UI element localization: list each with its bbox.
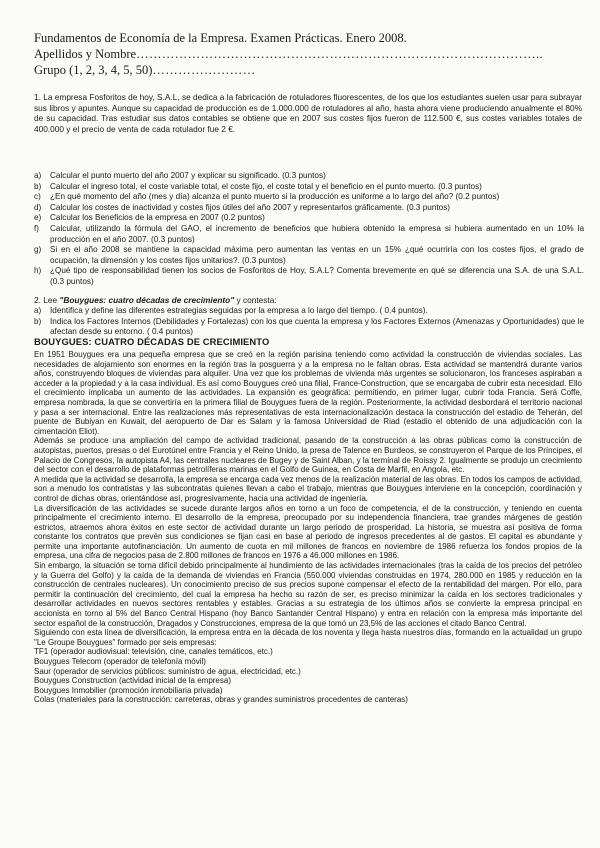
list-item — [34, 245, 584, 266]
question-1-text — [34, 92, 582, 134]
item-text: Calcular los Beneficios de la empresa en 2007 (0.2 puntos) — [50, 213, 265, 223]
list-item — [34, 213, 584, 224]
article-paragraph: En 1951 Bouygues era una pequeña empresa que se creó en la región parisina teniendo como actividad la construcción de viviendas sociales. Las necesidades de alojamiento son enormes en la región tras la posguerra y a la empresa no le faltan obras. Esta actividad se mantendrá durante varios años, construyendo bloques de viviendas para alquiler. Una vez que los problemas de vivienda más urgentes se solucionaron, los franceses aspiraban a acceder a la propiedad y a la casa individual. Es así como Bouygues creó una filial, France-Construction, que se encargaba de cubrir esta necesidad. Ello el crecimiento implicaba un aumento de las actividades. La expansión es geográfica: permitiendo, en primer lugar, cubrir toda Francia. Será Coffe, empresa nombrada, la que se convertiría en la primera filial de Bouygues fuera de la región. Posteriormente, la actividad desbordará el territorio nacional y pasa a ser internacional. Entre las realizaciones más representativas de esta internacionalización destaca la construcción del estadio de Teherán, del puente de Bubiyan en Kuwait, del aeropuerto de Dar es Salam y la famosa Universidad de Riad (estadio el obtenido de una adjudicación con la cimentación Eliot). — [34, 350, 582, 436]
question-2-items — [34, 306, 584, 338]
name-line — [34, 46, 543, 62]
group-dots: …………………… — [152, 63, 256, 77]
item-letter: a) — [34, 171, 42, 180]
item-letter: g) — [34, 245, 42, 255]
question-2-number: 2. — [34, 295, 41, 305]
item-text: ¿Qué tipo de responsabilidad tienen los socios de Fosforitos de Hoy, S.A.L? Comenta brevemente en qué se diferencia una S.A. de una S.A.L. (0.3 puntos) — [50, 266, 584, 286]
question-1-number: 1. — [34, 92, 41, 102]
question-2-intro-post: y contesta: — [236, 295, 277, 305]
article-paragraph: La diversificación de las actividades se sucede durante largos años en torno a un foco de competencia, el de la construcción, y teniendo en cuenta principalmente el crecimiento interno. El desarrollo de la empresa, preocupado por su independencia financiera, trae grandes márgenes de gestión estrictos, atraemos ahora éxitos en este sector de actividad durante un largo periodo de prosperidad. La historia, se muestra así positiva de forma constante los contratos que prevén sus condiciones se fijan casi en base al periodo de ingresos precedentes al de gastos. El capital es abundante y permite una importante autofinanciación. Un aumento de cuota en mil millones de francos en noviembre de 1986 refuerza los fondos propios de la empresa, una cifra de negocios pasa de 2.800 millones de francos en 1976 a 46.000 millones en 1986. — [34, 503, 582, 561]
article-paragraph: Además se produce una ampliación del campo de actividad tradicional, pasando de la construcción a las obras públicas como la construcción de autopistas, puertos, presas o del Eurotúnel entre Francia y el Reino Unido, la presa de Talence en Burdeos, se construyeron el Parque de los Príncipes, el Palacio de Congresos, la autopista A4, las centrales nucleares de Bugey y de Saint Alban, y la terminal de Roissy 2. Igualmente se produjo un crecimiento del sector con el desarrollo de plataformas petrolíferas marinas en el Golfo de Guinea, en Costa de Marfil, en Angola, etc. — [34, 436, 582, 475]
article-body — [34, 350, 582, 705]
list-item — [34, 266, 584, 287]
group-line — [34, 62, 256, 78]
item-letter: d) — [34, 202, 42, 212]
article-paragraph: Sin embargo, la situación se torna difícil debido principalmente al hundimiento de las actividades internacionales (tras la caída de los precios del petróleo y la Guerra del Golfo) y la caída de la demanda de viviendas en Francia (550.000 viviendas construidas en 1974, 280.000 en 1985 y reducción en la construcción de centrales nucleares). Un conocimiento preciso de sus precios supone compensar el efecto de la rentabilidad del margen. Por ello, para permitir la continuación del crecimiento, del cual la empresa ha hecho su razón de ser, es preciso minimizar la caída en los sectores tradicionales y desarrollar actividades en nuevos sectores rentables y estables. Gracias a su estrategia de los últimos años se convierte la empresa principal en accionista en torno al 5% del Banco Central Hispano (hoy Banco Santander Central Hispano) y entra en relación con la empresa más importante del sector español de la construcción, Dragados y Construcciones, empresa de la que tomó un 23,5% de las acciones el citado Banco Central. — [34, 561, 582, 628]
list-item — [34, 203, 584, 214]
article-paragraph: A medida que la actividad se desarrolla, la empresa se encarga cada vez menos de la realización material de las obras. En todos los campos de actividad, son a menudo los contratistas y las subcontratas quienes llevan a cabo el trabajo, mientras que Bouygues interviene en la concepción, coordinación y control de dichas obras, orientándose así, progresivamente, hacia una actividad de ingeniería. — [34, 474, 582, 503]
exam-title: Fundamentos de Economía de la Empresa. Examen Prácticas. Enero 2008. — [34, 31, 407, 45]
item-letter: f) — [34, 223, 40, 233]
list-item: Colas (materiales para la construcción: carreteras, obras y grandes suministros procedentes de canteras) — [34, 695, 408, 705]
list-item: Bouygues Construction (actividad inicial de la empresa) — [34, 676, 231, 686]
item-text: Indica los Factores Internos (Debilidades y Fortalezas) con los que cuenta la empresa y los Factores Externos (Amenazas y Oportunidades) que le afectan desde su entorno. ( 0.4 puntos) — [50, 316, 584, 337]
list-item — [34, 171, 584, 182]
list-item: Saur (operador de servicios públicos: suministro de agua, electricidad, etc.) — [34, 666, 301, 676]
list-item — [34, 182, 584, 193]
item-text: Calcular los costes de inactividad y costes fijos útiles del año 2007 y representarlos gráficamente. (0.3 puntos) — [50, 202, 451, 212]
question-1-items — [34, 171, 584, 288]
item-letter: h) — [34, 266, 42, 276]
name-label: Apellidos y Nombre — [34, 47, 137, 61]
item-letter: e) — [34, 213, 42, 223]
question-2-intro-title: "Bouygues: cuatro décadas de crecimiento" — [59, 295, 235, 305]
article-paragraph: Siguiendo con esta línea de diversificación, la empresa entra en la década de los noventa y llega hasta nuestros días, formando en la actualidad un grupo "Le Groupe Bouygues" formado por seis empresas: — [34, 628, 582, 647]
group-label: Grupo (1, 2, 3, 4, 5, 50) — [34, 63, 153, 77]
list-item: Bouygues Inmobilier (promoción inmobiliaria privada) — [34, 685, 223, 695]
article-title: BOUYGUES: CUATRO DÉCADAS DE CRECIMIENTO — [34, 336, 270, 347]
name-dots: ………………………………………………………………………………….. — [136, 47, 544, 61]
question-2-intro-pre: Lee — [43, 295, 58, 305]
item-letter: a) — [34, 306, 42, 315]
item-text: Calcular el punto muerto del año 2007 y explicar su significado. (0.3 puntos) — [50, 171, 326, 180]
question-2-text — [34, 295, 582, 306]
list-item: TF1 (operador audiovisual: televisión, cine, canales temáticos, etc.) — [34, 647, 273, 657]
item-letter: c) — [34, 192, 41, 202]
item-text: Si en el año 2008 se mantiene la capacidad máxima pero aumentan las ventas en un 15% ¿qué ocurriría con los costes fijos, el grado de ocupación, la dimensión y los costes fijos unitarios?. (0.3 puntos) — [50, 245, 584, 265]
list-item — [34, 317, 584, 338]
item-letter: b) — [34, 316, 42, 326]
list-item — [34, 224, 584, 245]
group-companies-list — [34, 647, 582, 705]
item-text: Calcular el ingreso total, el coste variable total, el coste fijo, el coste total y el beneficio en el punto muerto. (0.3 puntos) — [50, 181, 482, 191]
question-1-body: La empresa Fosforitos de hoy, S.A.L, se dedica a la fabricación de rotuladores fluorescentes, de los que los estudiantes suelen usar para subrayar sus libros y apuntes. Aunque su capacidad de producción es de 1.000.000 de rotuladores al año, hasta ahora viene produciendo anualmente el 80% de su capacidad. Tras estudiar sus datos contables se obtiene que en 2007 sus costes fijos fueron de 112.500 €, sus costes variables totales de 400.000 y el precio de venta de cada rotulador fue 2 €. — [34, 92, 582, 134]
item-letter: b) — [34, 181, 42, 191]
list-item: Bouygues Telecom (operador de telefonía móvil) — [34, 657, 206, 666]
list-item — [34, 192, 584, 203]
item-text: ¿En qué momento del año (mes y día) alcanza el punto muerto si la producción es uniforme a lo largo del año? (0.2 puntos) — [50, 192, 500, 202]
item-text: Identifica y define las diferentes estrategias seguidas por la empresa a lo largo del tiempo. ( 0.4 puntos). — [50, 306, 428, 315]
list-item — [34, 306, 584, 317]
item-text: Calcular, utilizando la fórmula del GAO, el incremento de beneficios que hubiera obtenido la empresa si hubiera aumentado en un 10% la producción en el año 2007. (0.3 puntos) — [50, 223, 584, 244]
